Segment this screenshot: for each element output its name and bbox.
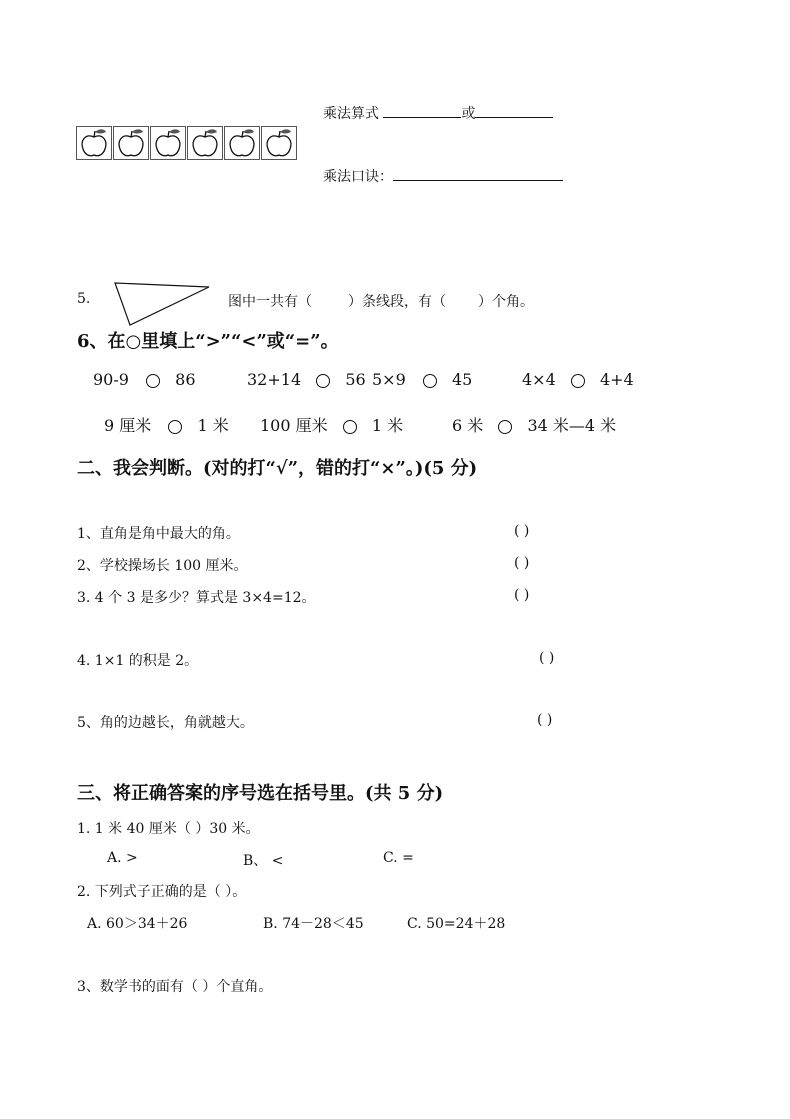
judge-answer-paren[interactable]: ( ) bbox=[514, 523, 530, 539]
q5-text-c: ）个角。 bbox=[478, 294, 534, 310]
q5-text-a: 图中一共有（ bbox=[228, 294, 312, 310]
compare-circle[interactable] bbox=[423, 374, 437, 388]
q6-row2-item bbox=[260, 413, 403, 436]
q6-row1-item bbox=[93, 370, 196, 389]
q6-right: 1 米 bbox=[371, 416, 404, 435]
apple-icon bbox=[261, 126, 297, 160]
judge-item-text: 1、直角是角中最大的角。 bbox=[77, 526, 240, 542]
q6-right: 56 bbox=[345, 370, 366, 389]
judge-answer-paren[interactable]: ( ) bbox=[514, 555, 530, 571]
choice-q1-text: 1. 1 米 40 厘米（ ）30 米。 bbox=[77, 821, 260, 837]
q6-left: 6 米 bbox=[452, 416, 484, 435]
judge-item-text: 4. 1×1 的积是 2。 bbox=[77, 653, 199, 669]
compare-circle[interactable] bbox=[168, 420, 182, 434]
q6-right: 45 bbox=[451, 370, 473, 389]
section2-title: 二、我会判断。(对的打“√”，错的打“×”。)(5 分) bbox=[77, 458, 478, 479]
formula-line bbox=[323, 103, 553, 123]
apple-icon bbox=[224, 126, 260, 160]
q6-left: 5×9 bbox=[372, 370, 406, 389]
q6-row2-item bbox=[104, 413, 229, 436]
rhyme-label: 乘法口诀： bbox=[323, 169, 393, 185]
choice-option[interactable]: A. 60＞34＋26 bbox=[87, 916, 188, 932]
formula-blank-1[interactable] bbox=[383, 103, 461, 118]
judge-answer-paren[interactable]: ( ) bbox=[539, 650, 555, 666]
compare-circle[interactable] bbox=[146, 374, 160, 388]
q6-row2-item bbox=[452, 413, 616, 436]
q6-left: 4×4 bbox=[522, 370, 556, 389]
q6-row1-item bbox=[372, 370, 472, 389]
choice-option[interactable]: C. = bbox=[383, 850, 414, 866]
apple-icon bbox=[187, 126, 223, 160]
rhyme-line bbox=[323, 166, 563, 186]
q5-text bbox=[228, 291, 534, 311]
q6-right: 1 米 bbox=[197, 416, 229, 435]
judge-item-text: 2、学校操场长 100 厘米。 bbox=[77, 558, 248, 574]
compare-circle[interactable] bbox=[571, 374, 585, 388]
judge-answer-paren[interactable]: ( ) bbox=[537, 712, 553, 728]
choice-q2-text: 2. 下列式子正确的是（ ）。 bbox=[77, 884, 247, 900]
choice-option[interactable]: C. 50=24＋28 bbox=[407, 916, 506, 932]
q6-title: 6、在○里填上“>”“<”或“=”。 bbox=[77, 331, 339, 352]
formula-blank-2[interactable] bbox=[475, 103, 553, 118]
apple-group bbox=[76, 126, 298, 160]
rhyme-blank[interactable] bbox=[393, 166, 563, 181]
q6-left: 100 厘米 bbox=[260, 416, 328, 435]
choice-option[interactable]: A. > bbox=[107, 850, 138, 866]
apple-icon bbox=[150, 126, 186, 160]
q5-text-b: ）条线段，有（ bbox=[348, 294, 446, 310]
q6-row1-item bbox=[522, 370, 634, 389]
judge-item-text: 5、角的边越长，角就越大。 bbox=[77, 715, 254, 731]
section3-title: 三、将正确答案的序号选在括号里。(共 5 分) bbox=[77, 783, 444, 804]
q6-right: 34 米—4 米 bbox=[527, 416, 617, 435]
compare-circle[interactable] bbox=[316, 374, 330, 388]
q6-right: 4+4 bbox=[599, 370, 634, 389]
q6-row1-item bbox=[247, 370, 366, 389]
q6-left: 90-9 bbox=[93, 370, 129, 389]
q6-left: 32+14 bbox=[247, 370, 302, 389]
q6-right: 86 bbox=[175, 370, 196, 389]
triangle-figure bbox=[112, 281, 212, 327]
compare-circle[interactable] bbox=[343, 420, 357, 434]
choice-option[interactable]: B、 < bbox=[243, 853, 284, 869]
judge-item-text: 3. 4 个 3 是多少？算式是 3×4=12。 bbox=[77, 590, 316, 606]
choice-q3-text: 3、数学书的面有（ ）个直角。 bbox=[77, 979, 273, 995]
q5-number: 5. bbox=[77, 291, 91, 307]
compare-circle[interactable] bbox=[498, 420, 512, 434]
formula-label: 乘法算式 bbox=[323, 106, 379, 122]
judge-answer-paren[interactable]: ( ) bbox=[514, 587, 530, 603]
apple-icon bbox=[113, 126, 149, 160]
q6-left: 9 厘米 bbox=[104, 416, 152, 435]
or-label: 或 bbox=[461, 106, 476, 122]
choice-option[interactable]: B. 74－28＜45 bbox=[263, 916, 364, 932]
apple-icon bbox=[76, 126, 112, 160]
